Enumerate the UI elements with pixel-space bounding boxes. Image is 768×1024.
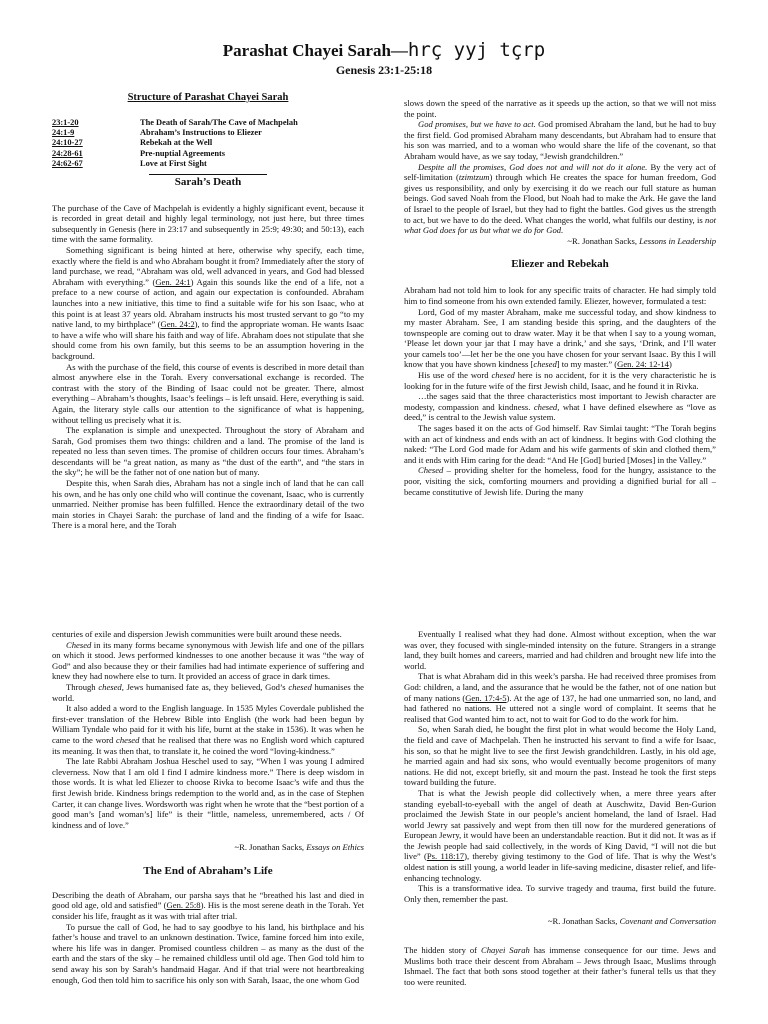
page-title: Parashat Chayei Sarah—hrç yyj tçrp [222, 39, 546, 61]
attribution: ~R. Jonathan Sacks, Covenant and Conversation [547, 916, 716, 927]
verse-link[interactable]: Gen. 24:1 [155, 276, 191, 287]
paragraph: Despite this, when Sarah dies, Abraham has not a single inch of land that he can call his own, and he has only one child who will continue the covenant, Isaac, who is currently unmarried. Neither promise has been fulfilled. Hence the extraordinary detail of the two main stories in Chayei Sarah: the purchase of land and the finding of a wife for Isaac. There is a moral here, and the Torah [52, 478, 364, 531]
paragraph: The hidden story of Chayei Sarah has immense consequence for our time. Jews and Muslims both trace their descent from Abraham – Jews through Isaac, Muslims through Ishmael. The fact that both sons stood together at their father’s funeral tells us that they too were reunited. [404, 945, 716, 987]
structure-row: 24:10-27 Rebekah at the Well [52, 138, 213, 148]
verse-link[interactable]: Ps. 118:17 [426, 851, 465, 862]
column-3 [52, 629, 364, 985]
paragraph: The explanation is simple and unexpected. Throughout the story of Abraham and Sarah, God promises them two things: children and a land. The promise of the land is repeated no less than seven times. The promise of children occurs four times. Abraham’s descendants will be “a great nation, as many as “the dust of the earth”, and “the stars in the sky”; he will be the father not of one nation but of many. [52, 425, 364, 478]
paragraph: As with the purchase of the field, this course of events is described in more detail than almost anywhere else in the Torah. Every conversational exchange is recorded. The contrast with the story of the Binding of Isaac could not be greater. There, almost everything – Abraham’s thoughts, Isaac’s feelings – is left unsaid. Here, everything is said. Again, the literary style calls our attention to the significance of what is happening, without telling us precisely what it is. [52, 361, 364, 425]
structure-row: 23:1-20 The Death of Sarah/The Cave of Machpelah [52, 117, 298, 127]
attribution: ~R. Jonathan Sacks, Essays on Ethics [234, 842, 364, 853]
paragraph: This is a transformative idea. To survive tragedy and trauma, first build the future. Only then, remember the past. [404, 883, 716, 904]
paragraph: centuries of exile and dispersion Jewish communities were built around these needs. [52, 629, 342, 639]
page-subtitle: Genesis 23:1-25:18 [335, 63, 433, 77]
paragraph: Something significant is being hinted at here, otherwise why specify, each time, exactly where the field is and who Abraham bought it from? Immediately after the story of land purchase, we read, “Abraham was old, well advanced in years, and God had blessed Abraham with everything.” (Gen. 24:1) Again this sounds like the end of a life, not a preface to a new course of action, and again our expectation is confounded. Abraham launches into a new initiative, this time to find a suitable wife for his son Isaac, who at this point is at least 37 years old. Abraham instructs his most trusted servant to go “to my native land, to my birthplace” (Gen. 24:2), to find the appropriate woman. He wants Isaac to have a wife who will share his faith and way of life. Abraham does not stipulate that she should come from his own family, but this seems to be an assumption hovering in the background. [52, 245, 364, 361]
structure-heading: Structure of Parashat Chayei Sarah [127, 92, 289, 103]
paragraph: His use of the word chesed here is no accident, for it is the very characteristic he is looking for in the future wife of the first Jewish child, Isaac, and he found it in Rivka. [404, 370, 716, 391]
verse-link[interactable]: Gen. 24: 12-14 [617, 359, 669, 370]
paragraph: Eventually I realised what they had done. Almost without exception, when the war was over, they focused with single-minded intensity on the future. Strangers in a strange land, they built homes and careers, married and had children and brought new life into the world. [404, 629, 716, 671]
section-heading-sarahs-death: Sarah’s Death [174, 175, 242, 188]
column-2 [404, 98, 716, 497]
paragraph: Abraham had not told him to look for any specific traits of character. He had simply told him to find someone from his own extended family. Eliezer, however, formulated a test: [404, 285, 716, 306]
attribution: ~R. Jonathan Sacks, Lessons in Leadership [567, 235, 716, 246]
paragraph: Describing the death of Abraham, our parsha says that he “breathed his last and died in good old age, old and satisfied” (Gen. 25:8). His is the most serene death in the Torah. Yet consider his life, fraught as it was with trial after trial. [52, 889, 364, 922]
structure-row: 24:1-9 Abraham’s Instructions to Eliezer [52, 128, 262, 137]
verse-link[interactable]: Gen. 17:4-5 [465, 692, 507, 703]
paragraph: It also added a word to the English language. In 1535 Myles Coverdale published the first-ever translation of the Hebrew Bible into English (the work had been begun by William Tyndale who paid for it with his life, burnt at the stake in 1536). It was when he came to the word chesed that he realised that there was no English word which captured its meaning. It was then that, to translate it, he coined the word “loving-kindness.” [52, 703, 364, 756]
section-heading-eliezer: Eliezer and Rebekah [511, 258, 609, 271]
paragraph: The sages based it on the acts of God himself. Rav Simlai taught: “The Torah begins with an act of kindness and ends with an act of kindness. It begins with God clothing the naked: “The Lord God made for Adam and his wife garments of skin and clothed them,” and it ends with Him caring for the dead: “And He [God] buried [Moses] in the Valley.” [404, 423, 716, 465]
paragraph: Chesed – providing shelter for the homeless, food for the hungry, assistance to the poor, visiting the sick, comforting mourners and providing a dignified burial for all – became constitutive of Jewish life. During the many [404, 465, 716, 497]
structure-row: 24:28-61 Pre-nuptial Agreements [52, 148, 226, 158]
section-heading-abrahams-end: The End of Abraham’s Life [143, 864, 273, 877]
paragraph: That is what Abraham did in this week’s parsha. He had received three promises from God: children, a land, and the assurance that he would be the father, not of one nation but of many nations (Gen. 17:4-5). At the age of 137, he had one unmarried son, no land, and had fathered no nations. He uttered not a single word of complaint. It seems that he realised that God wanted him to act, not to wait for God to do the work for him. [404, 671, 716, 724]
paragraph: The purchase of the Cave of Machpelah is evidently a highly significant event, because it is recorded in great detail and highly legal terminology, not just here, but three times subsequently in Genesis (here in 23:17 and subsequently in 25:9; 49:30; and 50:13), each time with the same formality. [52, 202, 364, 245]
paragraph: Chesed in its many forms became synonymous with Jewish life and one of the pillars on which it stood. Jews performed kindnesses to one another because it was “the way of God” and also because they or their families had had intimate experience of suffering and knew they had nowhere else to turn. It provided an access of grace in dark times. [52, 639, 364, 682]
verse-link[interactable]: Gen. 25:8 [166, 900, 201, 911]
divider [149, 174, 267, 175]
paragraph: The late Rabbi Abraham Joshua Heschel used to say, “When I was young I admired cleverness. Now that I am old I find I admire kindness more.” There is deep wisdom in those words. It is what led Eliezer to choose Rivka to become Isaac’s wife and thus the first Jewish bride. Kindness brings redemption to the world and, as in the case of Stephen Carter, it can change lives. Wordsworth was right when he wrote that the “best portion of a good man’s [and woman’s] life” is their “little, nameless, unremembered, acts / Of kindness and of love.” [52, 756, 364, 830]
structure-row: 24:62-67 Love at First Sight [52, 159, 207, 169]
paragraph: …the sages said that the three characteristics most important to Jewish character are modesty, compassion and kindness. chesed, what I have defined elsewhere as “love as deed,” is central to the Jewish value system. [404, 391, 716, 423]
paragraph: So, when Sarah died, he bought the first plot in what would become the Holy Land, the field and cave of Machpelah. Then he instructed his servant to find a wife for Isaac, his son, so that he might live to see the first Jewish grandchildren. Lastly, in his old age, he married again and had six sons, who would eventually become progenitors of many nations. He did not, except briefly, sit and mourn the past. Instead he took the first steps toward building the future. [404, 724, 716, 788]
column-1 [52, 93, 364, 531]
paragraph: God promises, but we have to act. God promised Abraham the land, but he had to buy the first field. God promised Abraham many descendants, but Abraham had to ensure that his son was married, and to a woman who would share the life of the covenant, so that Abraham would have, as we say today, “Jewish grandchildren.” [404, 119, 716, 161]
column-4 [404, 629, 716, 987]
paragraph: To pursue the call of God, he had to say goodbye to his land, his birthplace and his father’s house and travel to an unknown destination. Twice, famine forced him into exile, where his life was in danger. Promised countless children – as many as the dust of the earth and the stars of the sky – he remained childless until old age. Then God told him to send away his son by Sarah’s handmaid Hagar. And if that trial were not heartbreaking enough, God then told him to sacrifice his only son with Sarah, Isaac, the one whom God [52, 921, 364, 985]
structure-table [52, 118, 364, 170]
paragraph: Lord, God of my master Abraham, make me successful today, and show kindness to my master Abraham. See, I am standing beside this spring, and the daughters of the townspeople are coming out to draw water. May it be that when I say to a young woman, ‘Please let down your jar that I may have a drink,’ and she says, ‘Drink, and I’ll water your camels too’—let her be the one you have chosen for your servant Isaac. By this I will know that you have shown kindness [chesed] to my master.” (Gen. 24: 12-14) [404, 306, 716, 370]
paragraph: slows down the speed of the narrative as it speeds up the action, so that we will not miss the point. [404, 98, 716, 119]
verse-link[interactable]: Gen. 24:2 [160, 319, 195, 330]
paragraph: That is what the Jewish people did collectively when, a mere three years after standing eyeball-to-eyeball with the angel of death at Auschwitz, David Ben-Gurion proclaimed the Jewish State in our people’s ancient homeland, the land of Israel. Had world Jewry sat passively and wept from then till now for the murdered generations of European Jewry, it would have been an understandable reaction. But it did not. It was as if the Jewish people had said collectively, in the words of King David, “I will not die but live” (Ps. 118:17), thereby giving testimony to the God of life. That is why the West’s oldest nation is still young, a world leader in life-saving medicine, disaster relief, and life-enhancing technology. [404, 787, 716, 883]
paragraph: Through chesed, Jews humanised fate as, they believed, God’s chesed humanises the world. [52, 681, 364, 703]
paragraph: Despite all the promises, God does not and will not do it alone. By the very act of self-limitation (tzimtzum) through which He creates the space for human freedom, God gives us responsibility, and only by exercising it do we reach our full stature as human beings. God saved Noah from the Flood, but Noah had to make the Ark. He gave the land of Israel to the people of Israel, but they had to fight the battles. God gives us the strength to act, but we have to do the deed. What changes the world, what fulfils our destiny, is not what God does for us but what we do for God. [404, 161, 716, 236]
